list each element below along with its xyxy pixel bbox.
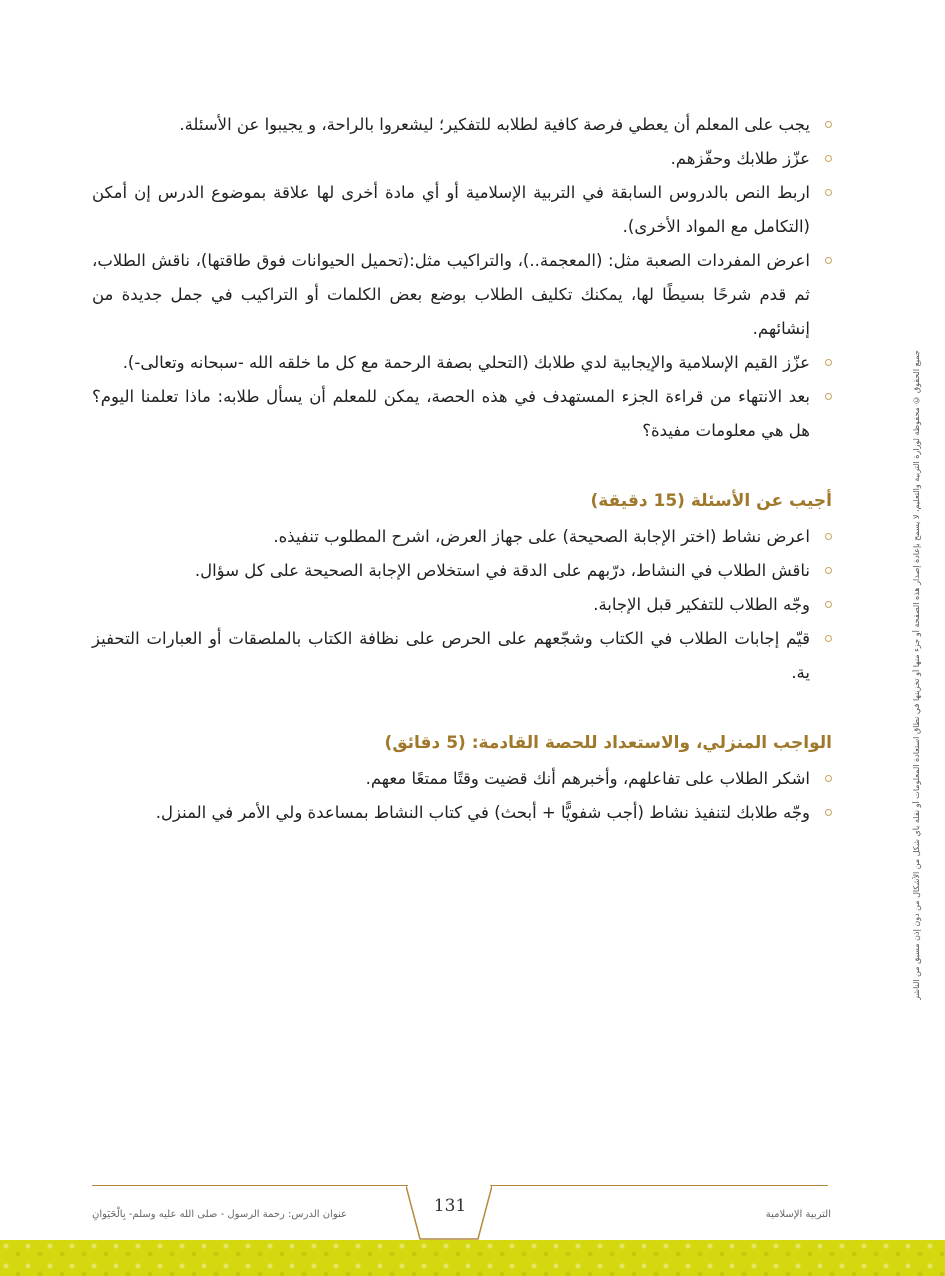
list-item-text: اشكر الطلاب على تفاعلهم، وأخبرهم أنك قضيت وقتًا ممتعًا معهم. <box>365 769 810 788</box>
list-item <box>92 108 832 142</box>
list-item-text: اربط النص بالدروس السابقة في التربية الإسلامية أو أي مادة أخرى لها علاقة بموضوع الدرس إن أمكن (التكامل مع المواد الأخرى). <box>92 183 810 236</box>
circle-bullet-icon <box>825 567 832 574</box>
list-item <box>92 142 832 176</box>
circle-bullet-icon <box>825 393 832 400</box>
list-item-text: بعد الانتهاء من قراءة الجزء المستهدف في هذه الحصة، يمكن للمعلم أن يسأل طلابه: ماذا تعلمنا اليوم؟ هل هي معلومات مفيدة؟ <box>92 387 810 440</box>
homework-list <box>92 762 832 830</box>
section-title-homework: الواجب المنزلي، والاستعداد للحصة القادمة: (5 دقائق) <box>384 733 832 753</box>
section-title-answer: أجيب عن الأسئلة (15 دقيقة) <box>590 491 832 511</box>
list-item-text: عزّز طلابك وحفّزهم. <box>670 149 810 168</box>
list-item <box>92 176 832 244</box>
circle-bullet-icon <box>825 359 832 366</box>
list-item-text: وجّه طلابك لتنفيذ نشاط (أجب شفويًّا + أبحث) في كتاب النشاط بمساعدة ولي الأمر في المنزل. <box>155 803 810 822</box>
footer-lesson-title: عنوان الدرس: رحمة الرسول - صلى الله عليه وسلم- بِالْحَيَوانِ <box>92 1209 347 1220</box>
copyright-side-note: جميع الحقوق © محفوظة لوزارة التربية والتعليم، لا يسمح بإعادة إصدار هذه الصفحة أو جزء منها أو تخزينها في نطاق استعادة المعلومات أو نقله بأي شكل من الأشكال من دون إذن مسبق من الناشر <box>912 350 921 1000</box>
circle-bullet-icon <box>825 775 832 782</box>
list-item-text: اعرض نشاط (اختر الإجابة الصحيحة) على جهاز العرض، اشرح المطلوب تنفيذه. <box>273 527 810 546</box>
circle-bullet-icon <box>825 635 832 642</box>
list-item-text: وجّه الطلاب للتفكير قبل الإجابة. <box>593 595 810 614</box>
circle-bullet-icon <box>825 155 832 162</box>
footer-pattern-band <box>0 1240 945 1276</box>
footer-divider <box>92 1185 408 1186</box>
list-item-text: ناقش الطلاب في النشاط، درّبهم على الدقة في استخلاص الإجابة الصحيحة على كل سؤال. <box>194 561 810 580</box>
list-item <box>92 796 832 830</box>
page-number: 131 <box>433 1196 467 1216</box>
circle-bullet-icon <box>825 809 832 816</box>
circle-bullet-icon <box>825 121 832 128</box>
list-item-text: قيّم إجابات الطلاب في الكتاب وشجّعهم على الحرص على نظافة الكتاب بالملصقات أو العبارات التحفيز ية. <box>92 629 810 682</box>
list-item <box>92 762 832 796</box>
list-item-text: اعرض المفردات الصعبة مثل: (المعجمة..)، والتراكيب مثل:(تحميل الحيوانات فوق طاقتها)، ناقش الطلاب، ثم قدم شرحًا بسيطًا لها، يمكنك تكليف الطلاب بوضع بعض الكلمات أو التراكيب في جمل جديدة من إنشائهم. <box>92 251 810 338</box>
circle-bullet-icon <box>825 601 832 608</box>
list-item-text: يجب على المعلم أن يعطي فرصة كافية لطلابه للتفكير؛ ليشعروا بالراحة، و يجيبوا عن الأسئلة. <box>179 115 810 134</box>
list-item <box>92 622 832 690</box>
list-item-text: عزّز القيم الإسلامية والإيجابية لدي طلابك (التحلي بصفة الرحمة مع كل ما خلقه الله -سبحانه وتعالى-). <box>122 353 810 372</box>
main-content <box>92 108 832 830</box>
list-item <box>92 244 832 346</box>
list-item <box>92 520 832 554</box>
circle-bullet-icon <box>825 257 832 264</box>
list-item <box>92 554 832 588</box>
circle-bullet-icon <box>825 189 832 196</box>
list-item <box>92 588 832 622</box>
list-item <box>92 346 832 380</box>
footer-book-title: التربية الإسلامية <box>765 1209 831 1220</box>
intro-list <box>92 108 832 448</box>
footer-divider <box>490 1185 828 1186</box>
list-item <box>92 380 832 448</box>
circle-bullet-icon <box>825 533 832 540</box>
answer-list <box>92 520 832 690</box>
